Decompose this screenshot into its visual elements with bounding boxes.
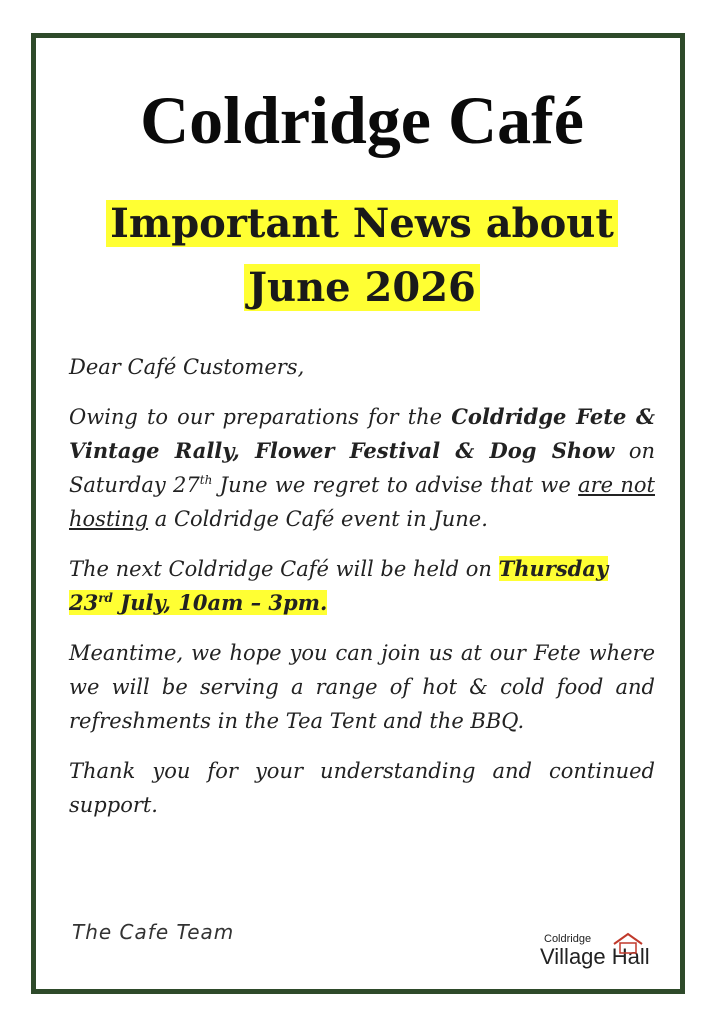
p1-text-b: on Saturday 27 xyxy=(69,439,656,497)
next-date-number: 23 xyxy=(69,590,99,615)
letter-body xyxy=(69,350,655,838)
paragraph-thanks: Thank you for your understanding and continued support. xyxy=(69,759,655,817)
headline xyxy=(0,192,724,320)
page-title: Coldridge Café xyxy=(140,82,584,158)
signature: The Cafe Team xyxy=(72,920,235,944)
paragraph-meantime: Meantime, we hope you can join us at our Fete where we will be serving a range of hot & cold food and refreshments in the Tea Tent and the BBQ. xyxy=(69,641,655,733)
p1-text-c: June we regret to advise that we xyxy=(212,473,579,497)
house-icon xyxy=(612,932,644,954)
p1-sup: th xyxy=(199,473,213,487)
paragraph-next-date xyxy=(69,552,655,620)
next-date-day: Thursday xyxy=(498,556,609,581)
next-date-time: July, 10am – 3pm. xyxy=(112,590,328,615)
logo-small-text: Coldridge xyxy=(544,933,592,945)
village-hall-logo xyxy=(538,932,668,972)
greeting: Dear Café Customers, xyxy=(69,355,305,379)
not-hosting-text: are not hosting xyxy=(69,473,655,531)
paragraph-notice xyxy=(69,400,655,536)
headline-line-1: Important News about xyxy=(106,200,618,247)
logo-big-text: Village Hall xyxy=(540,944,650,969)
event-name: Coldridge Fete & Vintage Rally, Flower Festival & Dog Show xyxy=(69,404,656,463)
headline-line-2: June 2026 xyxy=(244,264,480,311)
p2-text-a: The next Coldridge Café will be held on xyxy=(69,557,499,581)
next-date-num xyxy=(69,590,327,615)
next-date-sup: rd xyxy=(98,591,113,605)
p1-text-a: Owing to our preparations for the xyxy=(69,405,452,429)
p1-text-d: a Coldridge Café event in June. xyxy=(148,507,488,531)
